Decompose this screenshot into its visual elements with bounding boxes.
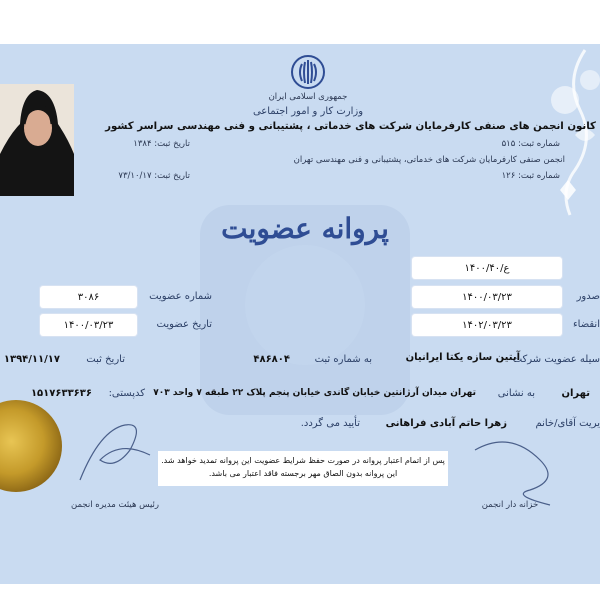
member-no-value: ۳۰۸۶ xyxy=(40,286,137,308)
watermark-map xyxy=(245,245,365,365)
validity-note xyxy=(158,451,448,486)
member-photo xyxy=(0,84,74,196)
org-title: کانون انجمن های صنفی کارفرمایان شرکت های خدماتی ، پشتیبانی و فنی مهندسی سراسر کشور xyxy=(105,121,596,132)
left-signature-label: رئیس هیئت مدیره انجمن xyxy=(70,500,160,510)
company-reg-no: ۴۸۶۸۰۴ xyxy=(253,354,290,365)
org-reg-no: شماره ثبت: ۵۱۵ xyxy=(501,139,560,149)
certificate-title: پروانه عضویت xyxy=(221,212,389,245)
assoc-reg-no: شماره ثبت: ۱۲۶ xyxy=(501,171,560,181)
company-name: آبتین سازه یکتا ایرانیان xyxy=(405,352,520,363)
company-address: تهران میدان آرژانتین خیابان گاندی خیابان پنجم پلاک ۲۲ طبقه ۷ واحد ۷۰۳ xyxy=(153,388,476,398)
member-date-value: ۱۴۰۰/۰۳/۲۳ xyxy=(40,314,137,336)
assoc-title: انجمن صنفی کارفرمایان شرکت های خدماتی، پشتیبانی و فنی مهندسی تهران xyxy=(293,155,565,165)
issue-date-value: ۱۴۰۰/۰۳/۲۳ xyxy=(412,286,562,308)
company-reg-date: ۱۳۹۴/۱۱/۱۷ xyxy=(3,354,60,365)
org-reg-date: تاریخ ثبت: ۱۳۸۴ xyxy=(133,139,190,149)
note-line-1: پس از اتمام اعتبار پروانه در صورت حفظ شرایط عضویت این پروانه تمدید خواهد شد. xyxy=(161,456,445,465)
republic-text: جمهوری اسلامی ایران xyxy=(268,92,348,102)
right-signature-icon xyxy=(470,420,580,510)
member-date-label: تاریخ عضویت xyxy=(156,319,212,330)
company-city: تهران xyxy=(561,388,590,399)
bottom-margin xyxy=(0,584,600,600)
confirm-text: تأیید می گردد. xyxy=(300,418,360,429)
right-signature-label: خزانه دار انجمن xyxy=(481,500,539,510)
reg-no-phrase: به شماره ثبت xyxy=(314,354,372,365)
postal-phrase: کدپستی: xyxy=(108,388,145,399)
expiry-date-value: ۱۴۰۲/۰۳/۲۳ xyxy=(412,314,562,336)
issue-label: صدور xyxy=(576,291,600,302)
postal-code: ۱۵۱۷۶۳۳۶۳۶ xyxy=(30,388,92,399)
manager-name: زهرا حاتم آبادی فراهانی xyxy=(385,418,507,429)
ministry-text: وزارت کار و امور اجتماعی xyxy=(252,106,364,117)
assoc-reg-date: تاریخ ثبت: ۷۳/۱۰/۱۷ xyxy=(118,171,190,181)
member-no-label: شماره عضویت xyxy=(149,291,212,302)
manager-phrase: یریت آقای/خانم xyxy=(535,418,600,429)
iran-emblem-icon xyxy=(290,54,326,90)
expiry-label: انقضاء xyxy=(572,319,600,330)
address-phrase: به نشانی xyxy=(497,388,535,399)
top-right-value: ۱۴۰۰/ع/۴۰ xyxy=(412,257,562,279)
left-signature-icon xyxy=(70,410,160,490)
reg-date-phrase: تاریخ ثبت xyxy=(86,354,125,365)
membership-prefix: سیله عضویت شرکت xyxy=(512,354,600,365)
note-line-2: این پروانه بدون الصاق مهر برجسته فاقد اعتبار می باشد. xyxy=(208,469,398,478)
